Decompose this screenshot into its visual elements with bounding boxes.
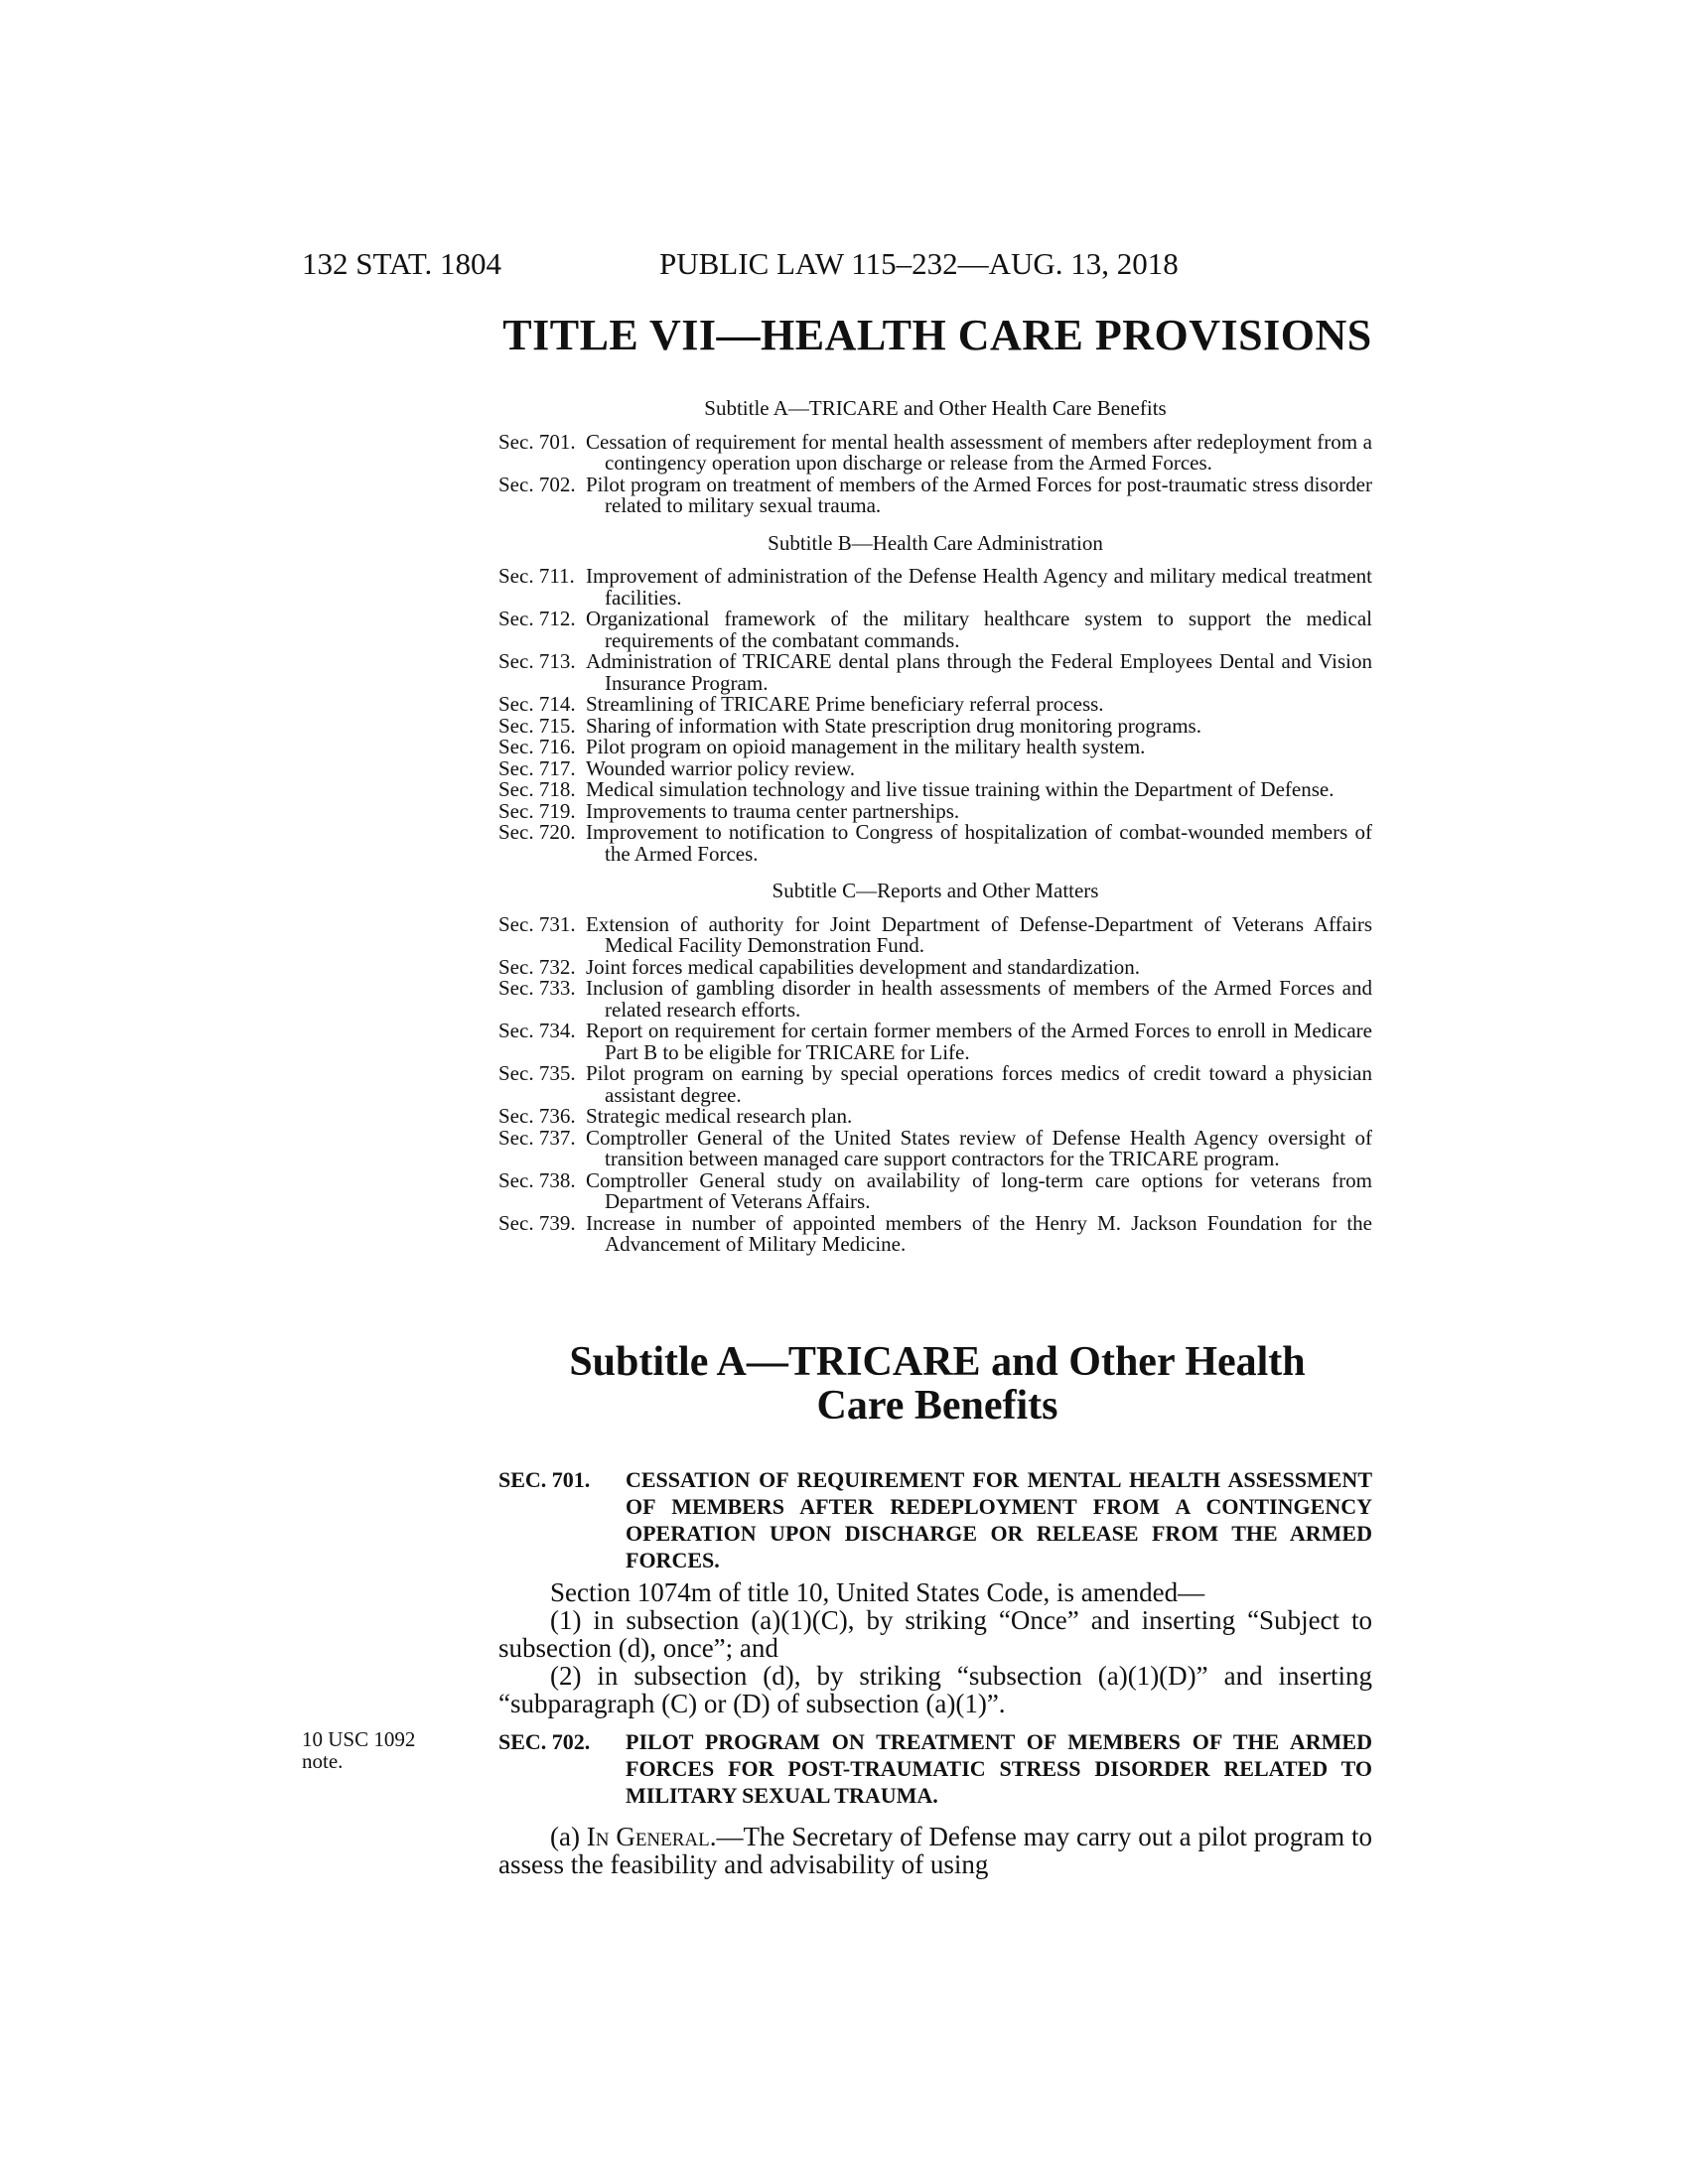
- toc-entry-text: Organizational framework of the military healthcare system to support the medical requirements of the combatant commands.: [586, 607, 1372, 652]
- toc-entry: [498, 609, 1372, 651]
- toc-entry: [498, 978, 1372, 1021]
- toc-subtitle-b: Subtitle B—Health Care Administration: [768, 530, 1103, 555]
- toc-entry: [498, 1167, 1372, 1213]
- toc-entry: [498, 911, 1372, 957]
- toc-entry-text: Administration of TRICARE dental plans through the Federal Employees Dental and Vision Insurance Program.: [586, 649, 1372, 695]
- toc-entry-text: Medical simulation technology and live tissue training within the Department of Defense.: [586, 777, 1335, 801]
- toc-entry: [498, 1063, 1372, 1106]
- public-law-citation: PUBLIC LAW 115–232—AUG. 13, 2018: [659, 246, 1179, 281]
- sec-701-body: [498, 1578, 1372, 1717]
- statute-page: 132 STAT. 1804: [302, 246, 502, 281]
- toc-entry-number: Sec. 702.: [498, 472, 576, 496]
- toc-entry-number: Sec. 738.: [498, 1167, 576, 1192]
- sec-702-heading: [498, 1728, 1372, 1809]
- toc-entry-number: Sec. 739.: [498, 1210, 576, 1235]
- toc-entry-text: Wounded warrior policy review.: [586, 755, 856, 780]
- toc-list-c: [498, 911, 1372, 1266]
- toc-entry-number: Sec. 716.: [498, 735, 576, 758]
- toc-subtitle-c: Subtitle C—Reports and Other Matters: [772, 879, 1099, 902]
- margin-note-label: note.: [302, 1749, 344, 1773]
- table-of-contents: [498, 392, 1372, 1266]
- toc-entry-number: Sec. 735.: [498, 1061, 576, 1085]
- toc-entry-text: Improvements to trauma center partnerships.: [586, 798, 960, 823]
- toc-entry: [498, 472, 1372, 517]
- toc-entry: [498, 1210, 1372, 1256]
- sec-701-heading: [498, 1466, 1372, 1573]
- toc-entry-text: Report on requirement for certain former members of the Armed Forces to enroll in Medicare Part B to be eligible for TRICARE for Life.: [586, 1019, 1372, 1064]
- toc-entry: [498, 798, 1372, 823]
- sec-702-para-prefix: (a): [550, 1822, 587, 1851]
- toc-entry: [498, 755, 1372, 780]
- sec-702-label: SEC. 702.: [498, 1729, 591, 1754]
- toc-entry-number: Sec. 719.: [498, 798, 576, 823]
- sec-702-paragraph-1: [498, 1823, 1372, 1878]
- sec-701-label: SEC. 701.: [498, 1467, 591, 1492]
- sec-701-title: CESSATION OF REQUIREMENT FOR MENTAL HEALTH ASSESSMENT OF MEMBERS AFTER REDEPLOYMENT FROM A CONTINGENCY OPERATION UPON DISCHARGE OR RELEASE FROM THE ARMED FORCES.: [626, 1467, 1372, 1572]
- toc-entry-text: Joint forces medical capabilities development and standardization.: [586, 954, 1141, 979]
- toc-list-a: [498, 429, 1372, 527]
- toc-entry-number: Sec. 714.: [498, 692, 576, 716]
- toc-entry-text: Pilot program on earning by special operations forces medics of credit toward a physician assistant degree.: [586, 1061, 1372, 1107]
- toc-entry: [498, 429, 1372, 475]
- toc-entry: [498, 713, 1372, 738]
- toc-entry: [498, 1125, 1372, 1170]
- toc-entry-number: Sec. 718.: [498, 777, 576, 801]
- toc-entry: [498, 779, 1372, 801]
- sec-702-body: [498, 1823, 1372, 1878]
- toc-entry: [498, 954, 1372, 979]
- toc-entry-text: Sharing of information with State prescription drug monitoring programs.: [586, 713, 1201, 738]
- sec-701-paragraph-2: (1) in subsection (a)(1)(C), by striking “Once” and inserting “Subject to subsection (d), once”; and: [498, 1605, 1372, 1663]
- toc-entry-number: Sec. 732.: [498, 954, 576, 979]
- toc-entry-text: Cessation of requirement for mental health assessment of members after redeployment from a contingency operation upon discharge or release from the Armed Forces.: [586, 429, 1372, 475]
- toc-entry-text: Extension of authority for Joint Department of Defense-Department of Veterans Affairs Medical Facility Demonstration Fund.: [586, 911, 1372, 957]
- subtitle-a-line1: Subtitle A—TRICARE and Other Health: [569, 1339, 1306, 1385]
- toc-list-b: [498, 566, 1372, 875]
- toc-entry-text: Pilot program on treatment of members of the Armed Forces for post-traumatic stress disorder related to military sexual trauma.: [586, 472, 1372, 517]
- toc-entry-text: Comptroller General study on availability of long-term care options for veterans from Department of Veterans Affairs.: [586, 1167, 1372, 1213]
- subtitle-a-line2: Care Benefits: [816, 1383, 1058, 1429]
- toc-entry-text: Improvement to notification to Congress of hospitalization of combat-wounded members of the Armed Forces.: [586, 820, 1372, 866]
- sec-701-paragraph-1: Section 1074m of title 10, United States Code, is amended—: [550, 1577, 1205, 1607]
- sec-702-para-heading: In General: [586, 1822, 710, 1851]
- toc-entry-text: Strategic medical research plan.: [586, 1104, 853, 1128]
- sec-702-title: PILOT PROGRAM ON TREATMENT OF MEMBERS OF THE ARMED FORCES FOR POST-TRAUMATIC STRESS DISORDER RELATED TO MILITARY SEXUAL TRAUMA.: [626, 1729, 1372, 1808]
- toc-subtitle-a: Subtitle A—TRICARE and Other Health Care Benefits: [704, 396, 1167, 420]
- toc-entry: [498, 822, 1372, 865]
- toc-entry-number: Sec. 711.: [498, 564, 575, 588]
- toc-entry: [498, 1106, 1372, 1128]
- toc-entry: [498, 694, 1372, 716]
- toc-entry-number: Sec. 720.: [498, 820, 576, 844]
- toc-entry-number: Sec. 701.: [498, 429, 576, 454]
- toc-entry: [498, 651, 1372, 694]
- margin-note-citation: 10 USC 1092: [302, 1727, 416, 1751]
- toc-entry-number: Sec. 713.: [498, 649, 576, 673]
- toc-entry-number: Sec. 734.: [498, 1019, 576, 1042]
- sec-702-para-text: .—The Secretary of Defense may carry out a pilot program to assess the feasibility and advisability of using: [498, 1822, 1372, 1879]
- toc-entry-number: Sec. 712.: [498, 607, 576, 630]
- toc-entry-number: Sec. 733.: [498, 976, 576, 1000]
- toc-entry-number: Sec. 731.: [498, 911, 576, 936]
- toc-entry: [498, 737, 1372, 758]
- toc-entry: [498, 566, 1372, 609]
- toc-entry-text: Comptroller General of the United States review of Defense Health Agency oversight of transition between managed care support contractors for the TRICARE program.: [586, 1125, 1372, 1170]
- toc-entry-number: Sec. 737.: [498, 1125, 576, 1150]
- toc-entry: [498, 1021, 1372, 1063]
- toc-entry-number: Sec. 736.: [498, 1104, 576, 1128]
- toc-entry-text: Increase in number of appointed members of the Henry M. Jackson Foundation for the Advancement of Military Medicine.: [586, 1210, 1372, 1256]
- subtitle-a-heading: [500, 1340, 1374, 1428]
- margin-note: [302, 1728, 451, 1772]
- toc-entry-number: Sec. 717.: [498, 755, 576, 780]
- toc-entry-number: Sec. 715.: [498, 713, 576, 738]
- toc-entry-text: Inclusion of gambling disorder in health assessments of members of the Armed Forces and related research efforts.: [586, 976, 1372, 1022]
- toc-entry-text: Improvement of administration of the Defense Health Agency and military medical treatment facilities.: [586, 564, 1372, 610]
- sec-701-paragraph-3: (2) in subsection (d), by striking “subsection (a)(1)(D)” and inserting “subparagraph (C) or (D) of subsection (a)(1)”.: [498, 1661, 1372, 1718]
- toc-entry-text: Pilot program on opioid management in the military health system.: [586, 735, 1146, 758]
- toc-entry-text: Streamlining of TRICARE Prime beneficiary referral process.: [586, 692, 1104, 716]
- title-heading: TITLE VII—HEALTH CARE PROVISIONS: [502, 311, 1372, 359]
